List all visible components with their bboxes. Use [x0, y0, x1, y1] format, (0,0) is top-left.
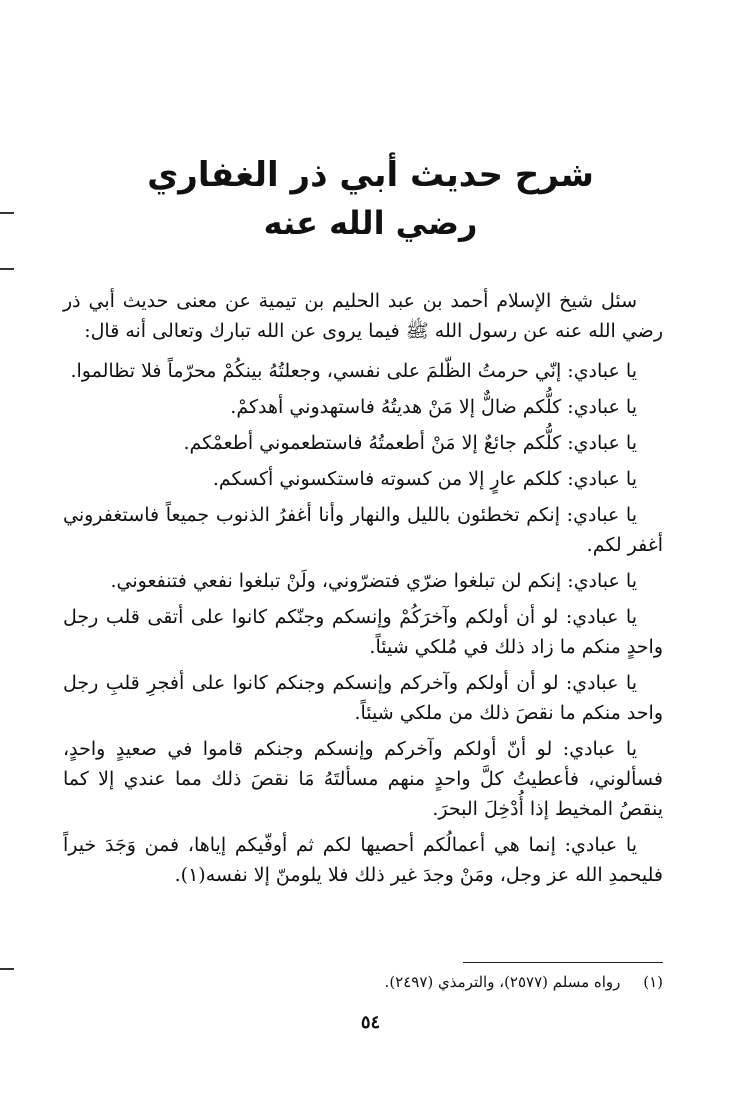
main-text — [63, 286, 663, 896]
hadith-line: يا عبادي: لو أن أولكم وآخركم وإنسكم وجنكم كانوا على أفجرِ قلبِ رجل واحد منكم ما نقصَ ذلك من ملكي شيئاً. — [63, 672, 663, 724]
hadith-line: يا عبادي: كلُّكم جائعٌ إلا مَنْ أطعمتُهُ فاستطعموني أطعمْكم. — [183, 432, 637, 454]
intro-paragraph: سئل شيخ الإسلام أحمد بن عبد الحليم بن تيمية عن معنى حديث أبي ذر رضي الله عنه عن رسول الله ﷺ فيما يروى عن الله تبارك وتعالى أنه قال: — [63, 290, 663, 342]
hadith-line: يا عبادي: إنكم تخطئون بالليل والنهار وأنا أغفرُ الذنوب جميعاً فاستغفروني أغفر لكم. — [63, 504, 663, 556]
hadith-line: يا عبادي: إنّي حرمتُ الظّلمَ على نفسي، وجعلتُهُ بينكُمْ محرّماً فلا تظالموا. — [70, 360, 637, 382]
page-number: ٥٤ — [360, 1012, 381, 1033]
hadith-line: يا عبادي: إنما هي أعمالُكم أحصيها لكم ثم أوفّيكم إياها، فمن وَجَدَ خيراً فليحمدِ الله عز وجل، ومَنْ وجدَ غير ذلك فلا يلومنّ إلا نفسه(١). — [63, 834, 663, 886]
hadith-line: يا عبادي: إنكم لن تبلغوا ضرّي فتضرّوني، ولَنْ تبلغوا نفعي فتنفعوني. — [110, 570, 637, 592]
hadith-line: يا عبادي: كلكم عارٍ إلا من كسوته فاستكسوني أكسكم. — [212, 468, 637, 490]
footnote-number: (١) — [643, 973, 663, 991]
scan-edge-mark — [0, 968, 14, 970]
hadith-line: يا عبادي: لو أنّ أولكم وآخركم وإنسكم وجنكم قاموا في صعيدٍ واحدٍ، فسألوني، فأعطيتُ كلَّ واحدٍ منهم مسألتَهُ مَا نقصَ ذلك مما عندي إلا كما ينقصُ المخيط إذا أُدْخِلَ البحرَ. — [63, 738, 663, 820]
page-title: شرح حديث أبي ذر الغفاري — [147, 155, 594, 195]
scan-edge-mark — [0, 268, 14, 270]
footnote — [63, 970, 663, 994]
page-subtitle: رضي الله عنه — [263, 204, 478, 242]
footnote-text: رواه مسلم (٢٥٧٧)، والترمذي (٢٤٩٧). — [384, 973, 621, 991]
hadith-line: يا عبادي: لو أن أولكم وآخرَكُمْ وإنسكم وجنّكم كانوا على أتقى قلب رجل واحدٍ منكم ما زاد ذلك في مُلكي شيئاً. — [63, 606, 663, 658]
hadith-line: يا عبادي: كلُّكم ضالٌّ إلا مَنْ هديتُهُ فاستهدوني أهدكمْ. — [230, 396, 637, 418]
footnote-divider — [463, 962, 663, 963]
